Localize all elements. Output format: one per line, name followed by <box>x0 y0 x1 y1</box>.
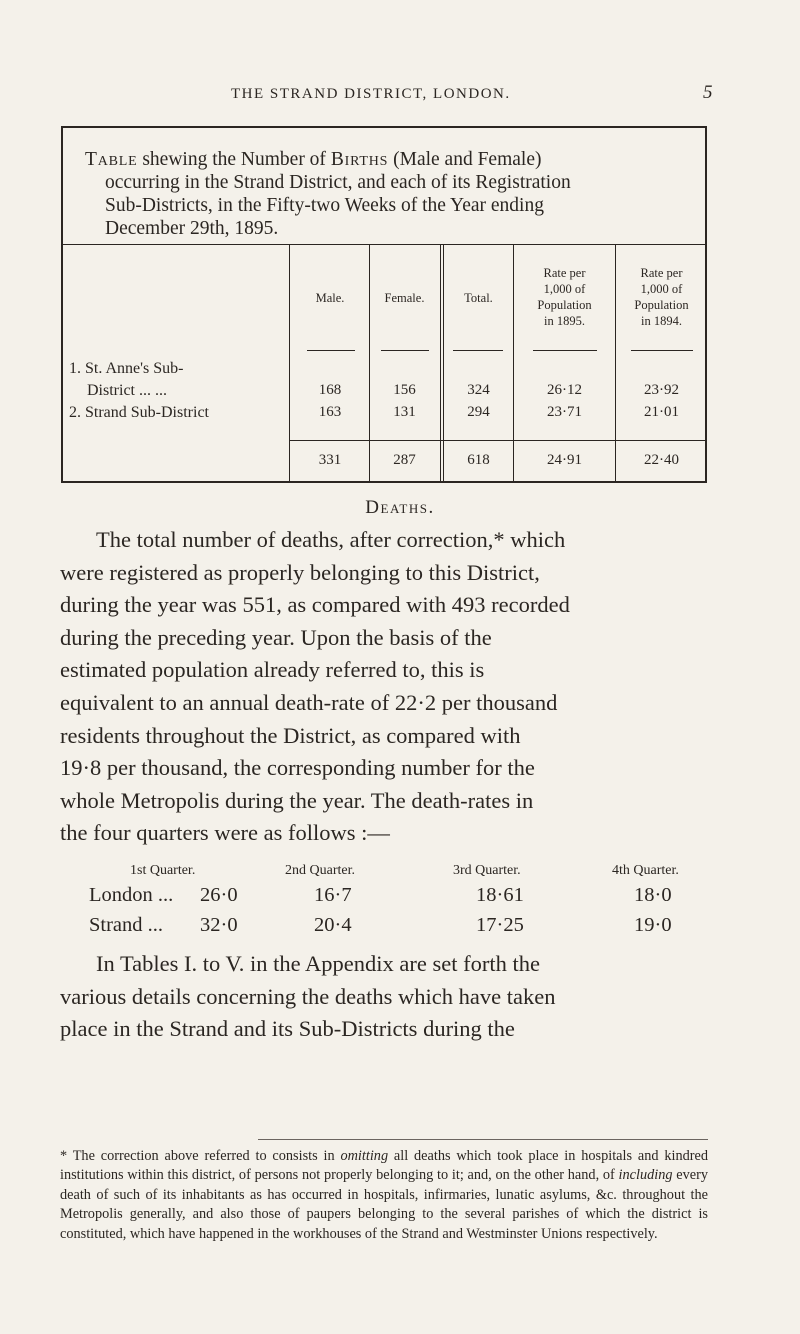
quarter-value: 18·0 <box>634 884 672 906</box>
cell-female: 131 <box>393 404 416 420</box>
cell-rate-1894: 21·01 <box>644 404 679 420</box>
total-rate-1894: 22·40 <box>644 452 679 468</box>
cell-rate-1894: 23·92 <box>644 382 679 398</box>
header-rate-1894-line: Rate per <box>640 266 683 280</box>
running-header <box>0 82 800 110</box>
quarter-header: 1st Quarter. <box>130 863 196 878</box>
caption-line1-rest: shewing the Number of <box>137 149 331 170</box>
table-caption <box>63 148 705 240</box>
header-rate-1895-line: Population <box>537 298 592 312</box>
cell-total: 324 <box>467 382 490 398</box>
footnote-text: * The correction above referred to consists in <box>60 1148 341 1164</box>
header-rate-1895-line: Rate per <box>543 266 586 280</box>
header-rate-1895-line: in 1895. <box>544 314 585 328</box>
quarter-value: 19·0 <box>634 914 672 936</box>
caption-births: Births <box>330 149 389 170</box>
quarter-header: 4th Quarter. <box>612 863 679 878</box>
header-rate-1895 <box>514 265 615 329</box>
footnote-text: all deaths which took place in hospitals and kindred institutions within this district, of persons not properly belonging to it; and, on the other hand, of <box>60 1148 708 1184</box>
caption-prefix: Table <box>85 149 138 170</box>
cell-total: 294 <box>467 404 490 420</box>
header-rate-1894 <box>616 265 707 329</box>
cell-rate-1895: 26·12 <box>547 382 582 398</box>
section-heading-deaths: Deaths. <box>365 497 435 518</box>
cell-female: 156 <box>393 382 416 398</box>
paragraph-line: during the preceding year. Upon the basis of the <box>60 624 492 650</box>
births-table <box>61 126 707 483</box>
total-total: 618 <box>467 452 490 468</box>
row-label-st-annes: 1. St. Anne's Sub- <box>69 360 184 377</box>
paragraph-line: estimated population already referred to, this is <box>60 657 485 683</box>
page-number: 5 <box>703 82 713 103</box>
caption-rule <box>63 244 705 245</box>
cell-rate-1895: 23·71 <box>547 404 582 420</box>
column-divider <box>289 244 290 481</box>
footnote-emphasis: including <box>618 1167 673 1184</box>
quarter-value: 20·4 <box>314 914 352 936</box>
quarter-value: 16·7 <box>314 884 352 906</box>
cell-male: 168 <box>318 382 342 398</box>
column-divider <box>369 244 370 481</box>
deaths-paragraph <box>60 524 710 850</box>
header-male: Male. <box>315 291 345 305</box>
paragraph-line: residents throughout the District, as compared with <box>60 722 521 748</box>
caption-line: occurring in the Strand District, and each of its Registration <box>105 172 571 193</box>
cell-male: 163 <box>318 404 342 420</box>
paragraph-line: The total number of deaths, after correction,* which <box>96 527 566 552</box>
row-label-strand: 2. Strand Sub-District <box>69 404 209 421</box>
header-rate-1894-line: Population <box>634 298 689 312</box>
paragraph-line: place in the Strand and its Sub-Districts during the <box>60 1016 515 1042</box>
appendix-paragraph <box>60 948 710 1046</box>
quarter-value: 26·0 <box>200 884 238 906</box>
paragraph-line: In Tables I. to V. in the Appendix are set forth the <box>96 951 540 976</box>
header-underline <box>453 350 503 351</box>
quarter-value: 17·25 <box>476 914 524 936</box>
header-underline <box>631 350 693 351</box>
header-underline <box>533 350 597 351</box>
quarter-row-label-strand: Strand ... <box>89 914 164 936</box>
caption-line: December 29th, 1895. <box>105 218 279 239</box>
total-female: 287 <box>393 452 416 468</box>
paragraph-line: 19·8 per thousand, the corresponding number for the <box>60 755 535 781</box>
footnote-emphasis: omitting <box>340 1148 389 1164</box>
paragraph-line: during the year was 551, as compared with 493 recorded <box>60 592 570 618</box>
paragraph-line: the four quarters were as follows :— <box>60 820 390 846</box>
column-divider <box>443 244 444 481</box>
quarter-header: 2nd Quarter. <box>285 863 355 878</box>
header-rate-1895-line: 1,000 of <box>543 282 586 296</box>
quarter-value: 18·61 <box>476 884 524 906</box>
totals-rule <box>289 440 707 441</box>
caption-line: Sub-Districts, in the Fifty-two Weeks of the Year ending <box>105 195 544 216</box>
header-total: Total. <box>464 291 493 305</box>
caption-line1-tail: (Male and Female) <box>388 149 542 170</box>
row-label-st-annes-cont: District ... ... <box>87 382 167 399</box>
paragraph-line: various details concerning the deaths which have taken <box>60 983 556 1009</box>
footnote-text: every death of such of its inhabitants as has occurred in hospitals, infirmaries, lunatic asylums, &c. throughout the Metropolis generally, and also those of paupers belonging to the several parishes of which the district is constituted, which have happened in the workhouses of the Strand and Westminster Unions respectively. <box>60 1167 708 1242</box>
total-rate-1895: 24·91 <box>547 452 582 468</box>
total-male: 331 <box>318 452 342 468</box>
column-divider <box>440 244 441 481</box>
quarter-value: 32·0 <box>200 914 238 936</box>
header-female: Female. <box>384 291 425 305</box>
footnote <box>60 1147 708 1244</box>
paragraph-line: whole Metropolis during the year. The death-rates in <box>60 787 534 813</box>
header-underline <box>307 350 355 351</box>
header-rate-1894-line: in 1894. <box>641 314 682 328</box>
quarter-row-label-london: London ... <box>89 884 174 906</box>
quarter-header: 3rd Quarter. <box>453 863 521 878</box>
paragraph-line: were registered as properly belonging to this District, <box>60 559 540 585</box>
footnote-rule <box>258 1139 708 1140</box>
running-title: THE STRAND DISTRICT, LONDON. <box>231 86 511 102</box>
paragraph-line: equivalent to an annual death-rate of 22·2 per thousand <box>60 689 558 715</box>
header-rate-1894-line: 1,000 of <box>640 282 683 296</box>
header-underline <box>381 350 429 351</box>
